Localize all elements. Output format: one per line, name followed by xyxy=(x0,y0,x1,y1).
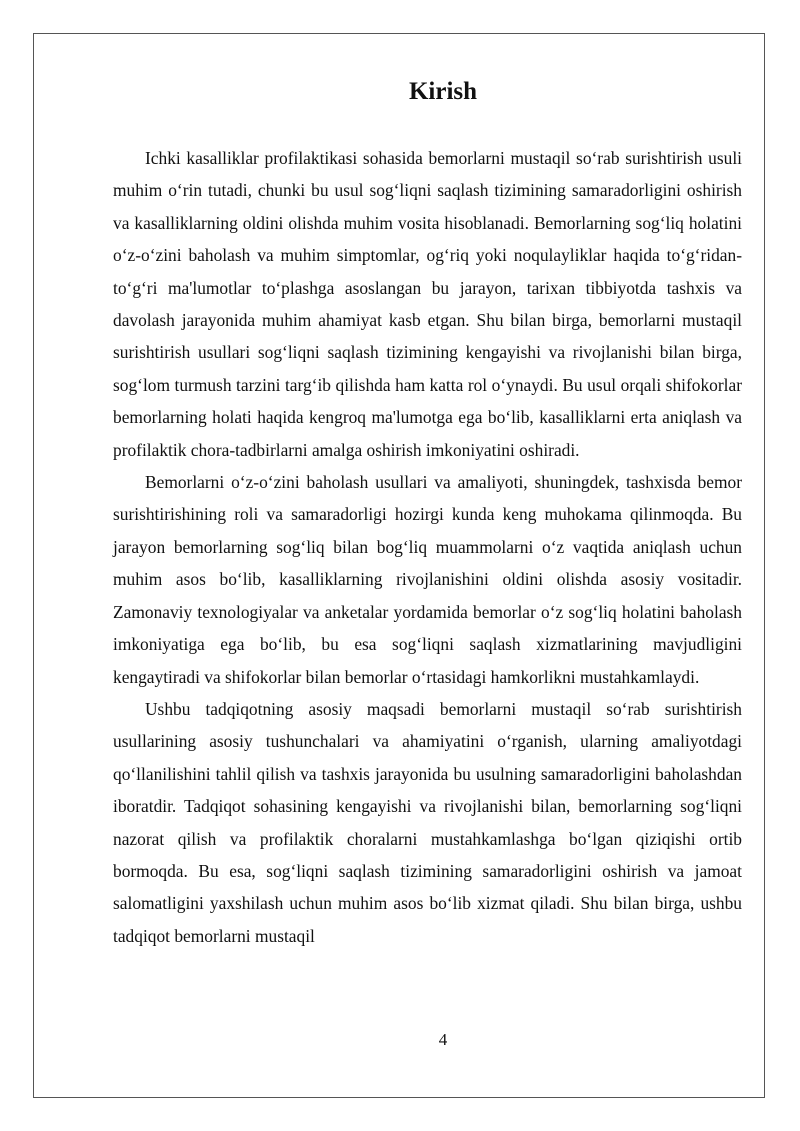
document-body xyxy=(113,142,742,952)
page-title-text: Kirish xyxy=(408,78,478,105)
paragraph-3: Ushbu tadqiqotning asosiy maqsadi bemorlarni mustaqil so‘rab surishtirish usullarining asosiy tushunchalari va ahamiyatini o‘rganish, ularning amaliyotdagi qo‘llanilishini tahlil qilish va tashxis jarayonida bu usulning samaradorligini baholashdan iboratdir. Tadqiqot sohasining kengayishi va rivojlanishi bilan, bemorlarning sog‘liqni nazorat qilish va profilaktik choralarni mustahkamlashga bo‘lgan qiziqishi ortib bormoqda. Bu esa, sog‘liqni saqlash tizimining samaradorligini oshirish va jamoat salomatligini yaxshilash uchun muhim asos bo‘lib xizmat qiladi. Shu bilan birga, ushbu tadqiqot bemorlarni mustaqil xyxy=(113,698,742,946)
page-title xyxy=(86,76,800,108)
page-number: 4 xyxy=(438,1030,448,1049)
paragraph-2: Bemorlarni o‘z-o‘zini baholash usullari va amaliyoti, shuningdek, tashxisda bemor surishtirishining roli va samaradorligi hozirgi kunda keng muhokama qilinmoqda. Bu jarayon bemorlarning sog‘liq bilan bog‘liq muammolarni o‘z vaqtida aniqlash uchun muhim asos bo‘lib, kasalliklarning rivojlanishini oldini olishda asosiy vositadir. Zamonaviy texnologiyalar va anketalar yordamida bemorlar o‘z sog‘liq holatini baholash imkoniyatiga ega bo‘lib, bu esa sog‘liqni saqlash xizmatlarining mavjudligini kengaytiradi va shifokorlar bilan bemorlar o‘rtasidagi hamkorlikni mustahkamlaydi. xyxy=(113,472,742,687)
paragraph-1: Ichki kasalliklar profilaktikasi sohasida bemorlarni mustaqil so‘rab surishtirish usuli muhim o‘rin tutadi, chunki bu usul sog‘liqni saqlash tizimining samaradorligini oshirish va kasalliklarning oldini olishda muhim vosita hisoblanadi. Bemorlarning sog‘liq holatini o‘z-o‘zini baholash va muhim simptomlar, og‘riq yoki noqulayliklar haqida to‘g‘ridan-to‘g‘ri ma'lumotlar to‘plashga asoslangan bu jarayon, tarixan tibbiyotda tashxis va davolash jarayonida muhim ahamiyat kasb etgan. Shu bilan birga, bemorlarni mustaqil surishtirish usullari sog‘liqni saqlash tizimining kengayishi va rivojlanishi bilan birga, sog‘lom turmush tarzini targ‘ib qilishda ham katta rol o‘ynaydi. Bu usul orqali shifokorlar bemorlarning holati haqida kengroq ma'lumotga ega bo‘lib, kasalliklarni erta aniqlash va profilaktik chora-tadbirlarni amalga oshirish imkoniyatini oshiradi. xyxy=(113,148,742,460)
